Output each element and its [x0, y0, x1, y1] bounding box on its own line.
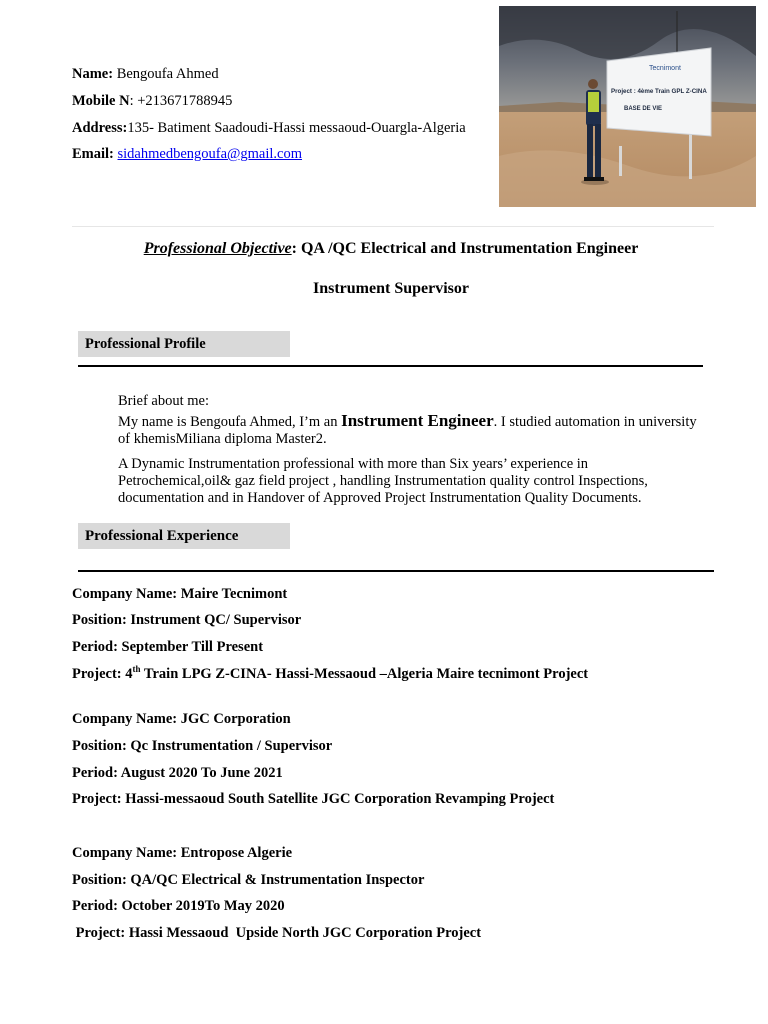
email-label: Email:: [72, 146, 114, 162]
professional-objective: [0, 240, 768, 258]
address-value: 135- Batiment Saadoudi-Hassi messaoud-Ouargla-Algeria: [127, 120, 466, 136]
brief-line-start: My name is Bengoufa Ahmed, I’m an: [118, 414, 338, 430]
job-project-rest: Train LPG Z-CINA- Hassi-Messaoud –Algeria Maire tecnimont Project: [140, 666, 589, 682]
sign-base-text: BASE DE VIE: [624, 106, 663, 112]
job-position: Position: Qc Instrumentation / Supervisor: [72, 738, 333, 754]
photo-illustration: [499, 6, 756, 207]
job-period: Period: September Till Present: [72, 639, 264, 655]
objective-separator: :: [291, 240, 297, 257]
brief-statement: [118, 412, 698, 448]
name-value: Bengoufa Ahmed: [116, 66, 219, 82]
job-project-prefix: Project: 4: [72, 666, 133, 682]
job-project: Project: Hassi-messaoud South Satellite JGC Corporation Revamping Project: [72, 791, 555, 807]
job-company: Company Name: Maire Tecnimont: [72, 586, 288, 602]
mobile-value: : +213671788945: [129, 93, 233, 109]
experience-rule: [78, 570, 714, 572]
brief-intro: Brief about me:: [118, 393, 210, 409]
profile-rule: [78, 365, 703, 367]
header-divider: [72, 226, 714, 227]
job-position: Position: Instrument QC/ Supervisor: [72, 612, 302, 628]
name-label: Name:: [72, 66, 114, 82]
address-label: Address:: [72, 120, 128, 136]
brief-line-end: . I studied automation in university of khemisMiliana diploma Master2.: [118, 414, 697, 447]
objective-subtitle: Instrument Supervisor: [312, 280, 469, 297]
profile-photo: [499, 6, 756, 207]
contact-mobile: [72, 93, 232, 110]
contact-name: [72, 66, 219, 83]
job-company: Company Name: JGC Corporation: [72, 711, 291, 727]
job-company: Company Name: Entropose Algerie: [72, 845, 293, 861]
job-project-sup: th: [132, 664, 141, 675]
job-project: Project: Hassi Messaoud Upside North JGC Corporation Project: [72, 925, 482, 941]
section-heading-profile: Professional Profile: [78, 331, 290, 357]
job-project: [72, 666, 588, 683]
brief-highlight: Instrument Engineer: [341, 411, 494, 430]
job-period: Period: August 2020 To June 2021: [72, 765, 283, 781]
sign-brand-text: Tecnimont: [649, 65, 681, 72]
objective-title: QA /QC Electrical and Instrumentation Engineer: [300, 240, 639, 257]
section-heading-experience: Professional Experience: [78, 523, 290, 549]
email-link[interactable]: sidahmedbengoufa@gmail.com: [117, 146, 303, 162]
mobile-label: Mobile N: [72, 93, 130, 109]
job-position: Position: QA/QC Electrical & Instrumentation Inspector: [72, 872, 425, 888]
contact-email: [72, 146, 302, 163]
brief-paragraph: A Dynamic Instrumentation professional with more than Six years’ experience in Petrochemical,oil& gaz field project , handling Instrumentation quality control Inspections, documentation and in Handover of Approved Project Instrumentation Quality Documents.: [118, 456, 648, 506]
sign-project-text: Project : 4ème Train GPL Z-CINA: [611, 88, 707, 95]
contact-address: [72, 120, 466, 137]
objective-label: Professional Objective: [143, 240, 292, 257]
job-period: Period: October 2019To May 2020: [72, 898, 285, 914]
